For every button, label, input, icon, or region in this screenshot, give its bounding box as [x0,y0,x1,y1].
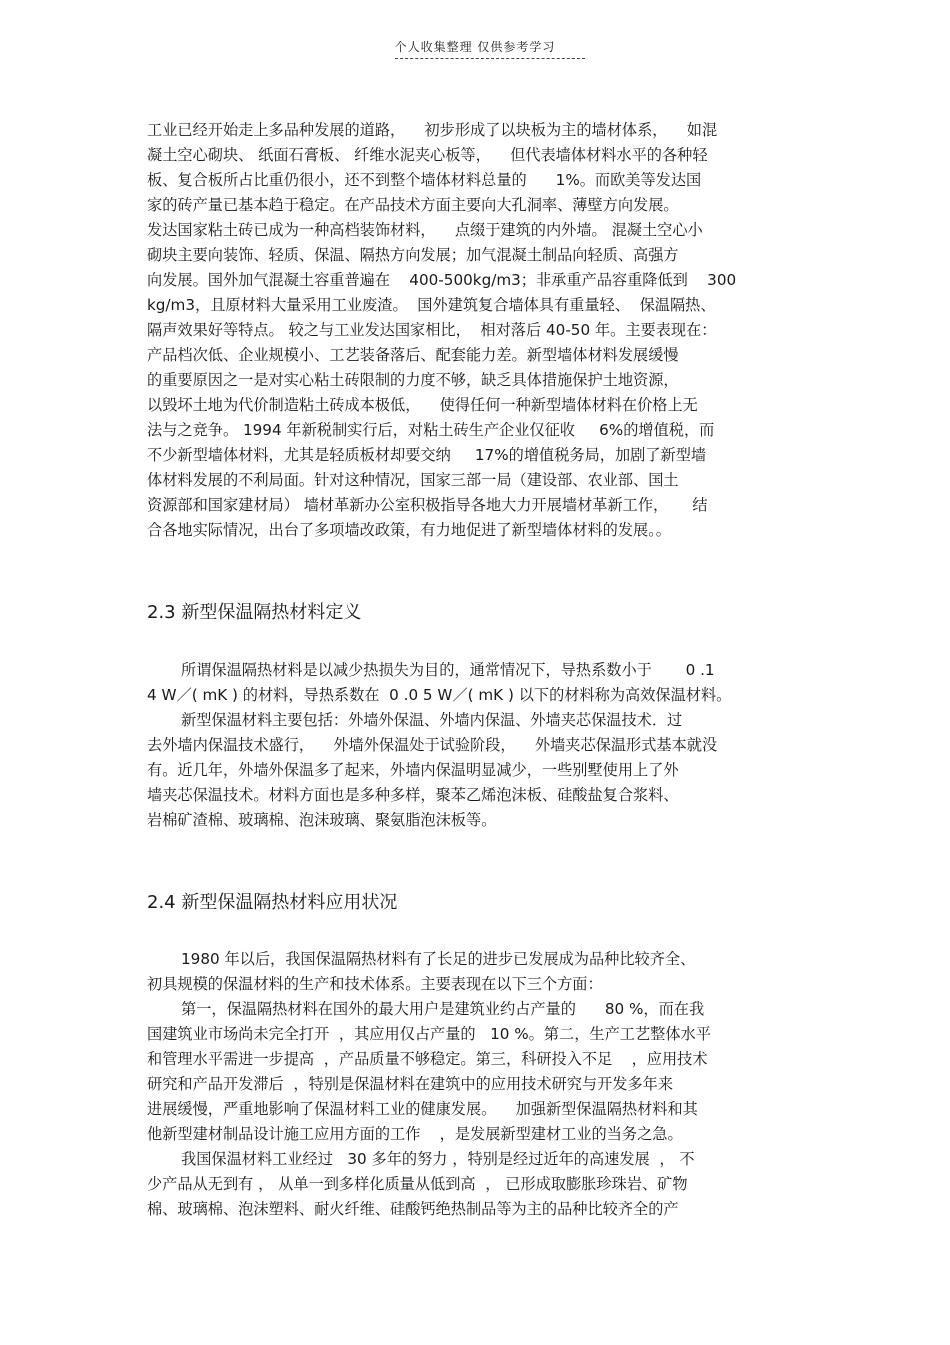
paragraph-line: 板、复合板所占比重仍很小，还不到整个墙体材料总量的 1%。而欧美等发达国 [147,171,702,189]
paragraph-line: 凝土空心砌块、 纸面石膏板、 纤维水泥夹心板等， 但代表墙体材料水平的各种轻 [147,146,708,164]
paragraph-line: 去外墙内保温技术盛行， 外墙外保温处于试验阶段， 外墙夹芯保温形式基本就没 [147,736,718,754]
paragraph-line: 他新型建材制品设计施工应用方面的工作 ，是发展新型建材工业的当务之急。 [147,1125,683,1143]
paragraph-line: 合各地实际情况，出台了多项墙改政策，有力地促进了新型墙体材料的发展。。 [147,521,671,539]
paragraph-line: 所谓保温隔热材料是以减少热损失为目的，通常情况下，导热系数小于 0 .1 [181,661,715,679]
paragraph-line: 新型保温材料主要包括：外墙外保温、外墙内保温、外墙夹芯保温技术．过 [181,711,683,729]
paragraph-line: 隔声效果好等特点。 较之与工业发达国家相比， 相对落后 40-50 年。主要表现在： [147,321,717,339]
section-heading-2-3: 2.3 新型保温隔热材料定义 [147,602,362,623]
paragraph-line: 以毁坏土地为代价制造粘土砖成本极低， 使得任何一种新型墙体材料在价格上无 [147,396,698,414]
paragraph-line: 研究和产品开发滞后 ，特别是保温材料在建筑中的应用技术研究与开发多年来 [147,1075,674,1093]
paragraph-line: 第一，保温隔热材料在国外的最大用户是建筑业约占产量的 80 %，而在我 [181,1000,705,1018]
paragraph-line: 进展缓慢，严重地影响了保温材料工业的健康发展。 加强新型保温隔热材料和其 [147,1100,698,1118]
paragraph-line: 有。近几年，外墙外保温多了起来，外墙内保温明显减少，一些别墅使用上了外 [147,761,679,779]
paragraph-line: 我国保温材料工业经过 30 多年的努力 ，特别是经过近年的高速发展 ， 不 [181,1150,695,1168]
paragraph-line: 少产品从无到有 ， 从单一到多样化质量从低到高 ， 已形成取膨胀珍珠岩、矿物 [147,1175,688,1193]
paragraph-line: 发达国家粘土砖已成为一种高档装饰材料， 点缀于建筑的内外墙。 混凝土空心小 [147,221,703,239]
paragraph-line: 棉、玻璃棉、泡沫塑料、耐火纤维、硅酸钙绝热制品等为主的品种比较齐全的产 [147,1200,679,1218]
paragraph-line: 产品档次低、企业规模小、工艺装备落后、配套能力差。新型墙体材料发展缓慢 [147,346,679,364]
paragraph-line: 家的砖产量已基本趋于稳定。在产品技术方面主要向大孔洞率、薄壁方向发展。 [147,196,679,214]
paragraph-line: 和管理水平需进一步提高 ，产品质量不够稳定。第三，科研投入不足 ，应用技术 [147,1050,708,1068]
paragraph-line: 1980 年以后，我国保温隔热材料有了长足的进步已发展成为品种比较齐全、 [181,950,696,968]
paragraph-line: 岩棉矿渣棉、玻璃棉、泡沫玻璃、聚氨脂泡沫板等。 [147,811,497,829]
paragraph-line: 墙夹芯保温技术。材料方面也是多种多样，聚苯乙烯泡沫板、硅酸盐复合浆料、 [147,786,679,804]
paragraph-line: kg/m3，且原材料大量采用工业废渣。 国外建筑复合墙体具有重量轻、 保温隔热、 [147,296,716,314]
paragraph-line: 4 W／( mK ) 的材料，导热系数在 0 .0 5 W／( mK ) 以下的材料称为高效保温材料。 [147,686,732,704]
paragraph-line: 资源部和国家建材局） 墙材革新办公室积极指导各地大力开展墙材革新工作， 结 [147,496,708,514]
page-header: 个人收集整理 仅供参考学习 [394,40,556,54]
paragraph-line: 体材料发展的不利局面。针对这种情况，国家三部一局（建设部、农业部、国土 [147,471,679,489]
paragraph-line: 向发展。国外加气混凝土容重普遍在 400-500kg/m3；非承重产品容重降低到 300 [147,271,737,289]
paragraph-line: 法与之竞争。 1994 年新税制实行后，对粘土砖生产企业仅征收 6%的增值税，而 [147,421,715,439]
paragraph-line: 砌块主要向装饰、轻质、保温、隔热方向发展；加气混凝土制品向轻质、高强方 [147,246,679,264]
section-heading-2-4: 2.4 新型保温隔热材料应用状况 [147,892,398,913]
paragraph-line: 初具规模的保温材料的生产和技术体系。主要表现在以下三个方面： [147,975,603,993]
paragraph-line: 工业已经开始走上多品种发展的道路， 初步形成了以块板为主的墙材体系， 如混 [147,121,718,139]
paragraph-line: 国建筑业市场尚未完全打开 ，其应用仅占产量的 10 %。第二，生产工艺整体水平 [147,1025,711,1043]
paragraph-line: 的重要原因之一是对实心粘土砖限制的力度不够，缺乏具体措施保护土地资源， [147,371,679,389]
header-divider [395,58,585,59]
paragraph-line: 不少新型墙体材料，尤其是轻质板材却要交纳 17%的增值税务局，加剧了新型墙 [147,446,707,464]
